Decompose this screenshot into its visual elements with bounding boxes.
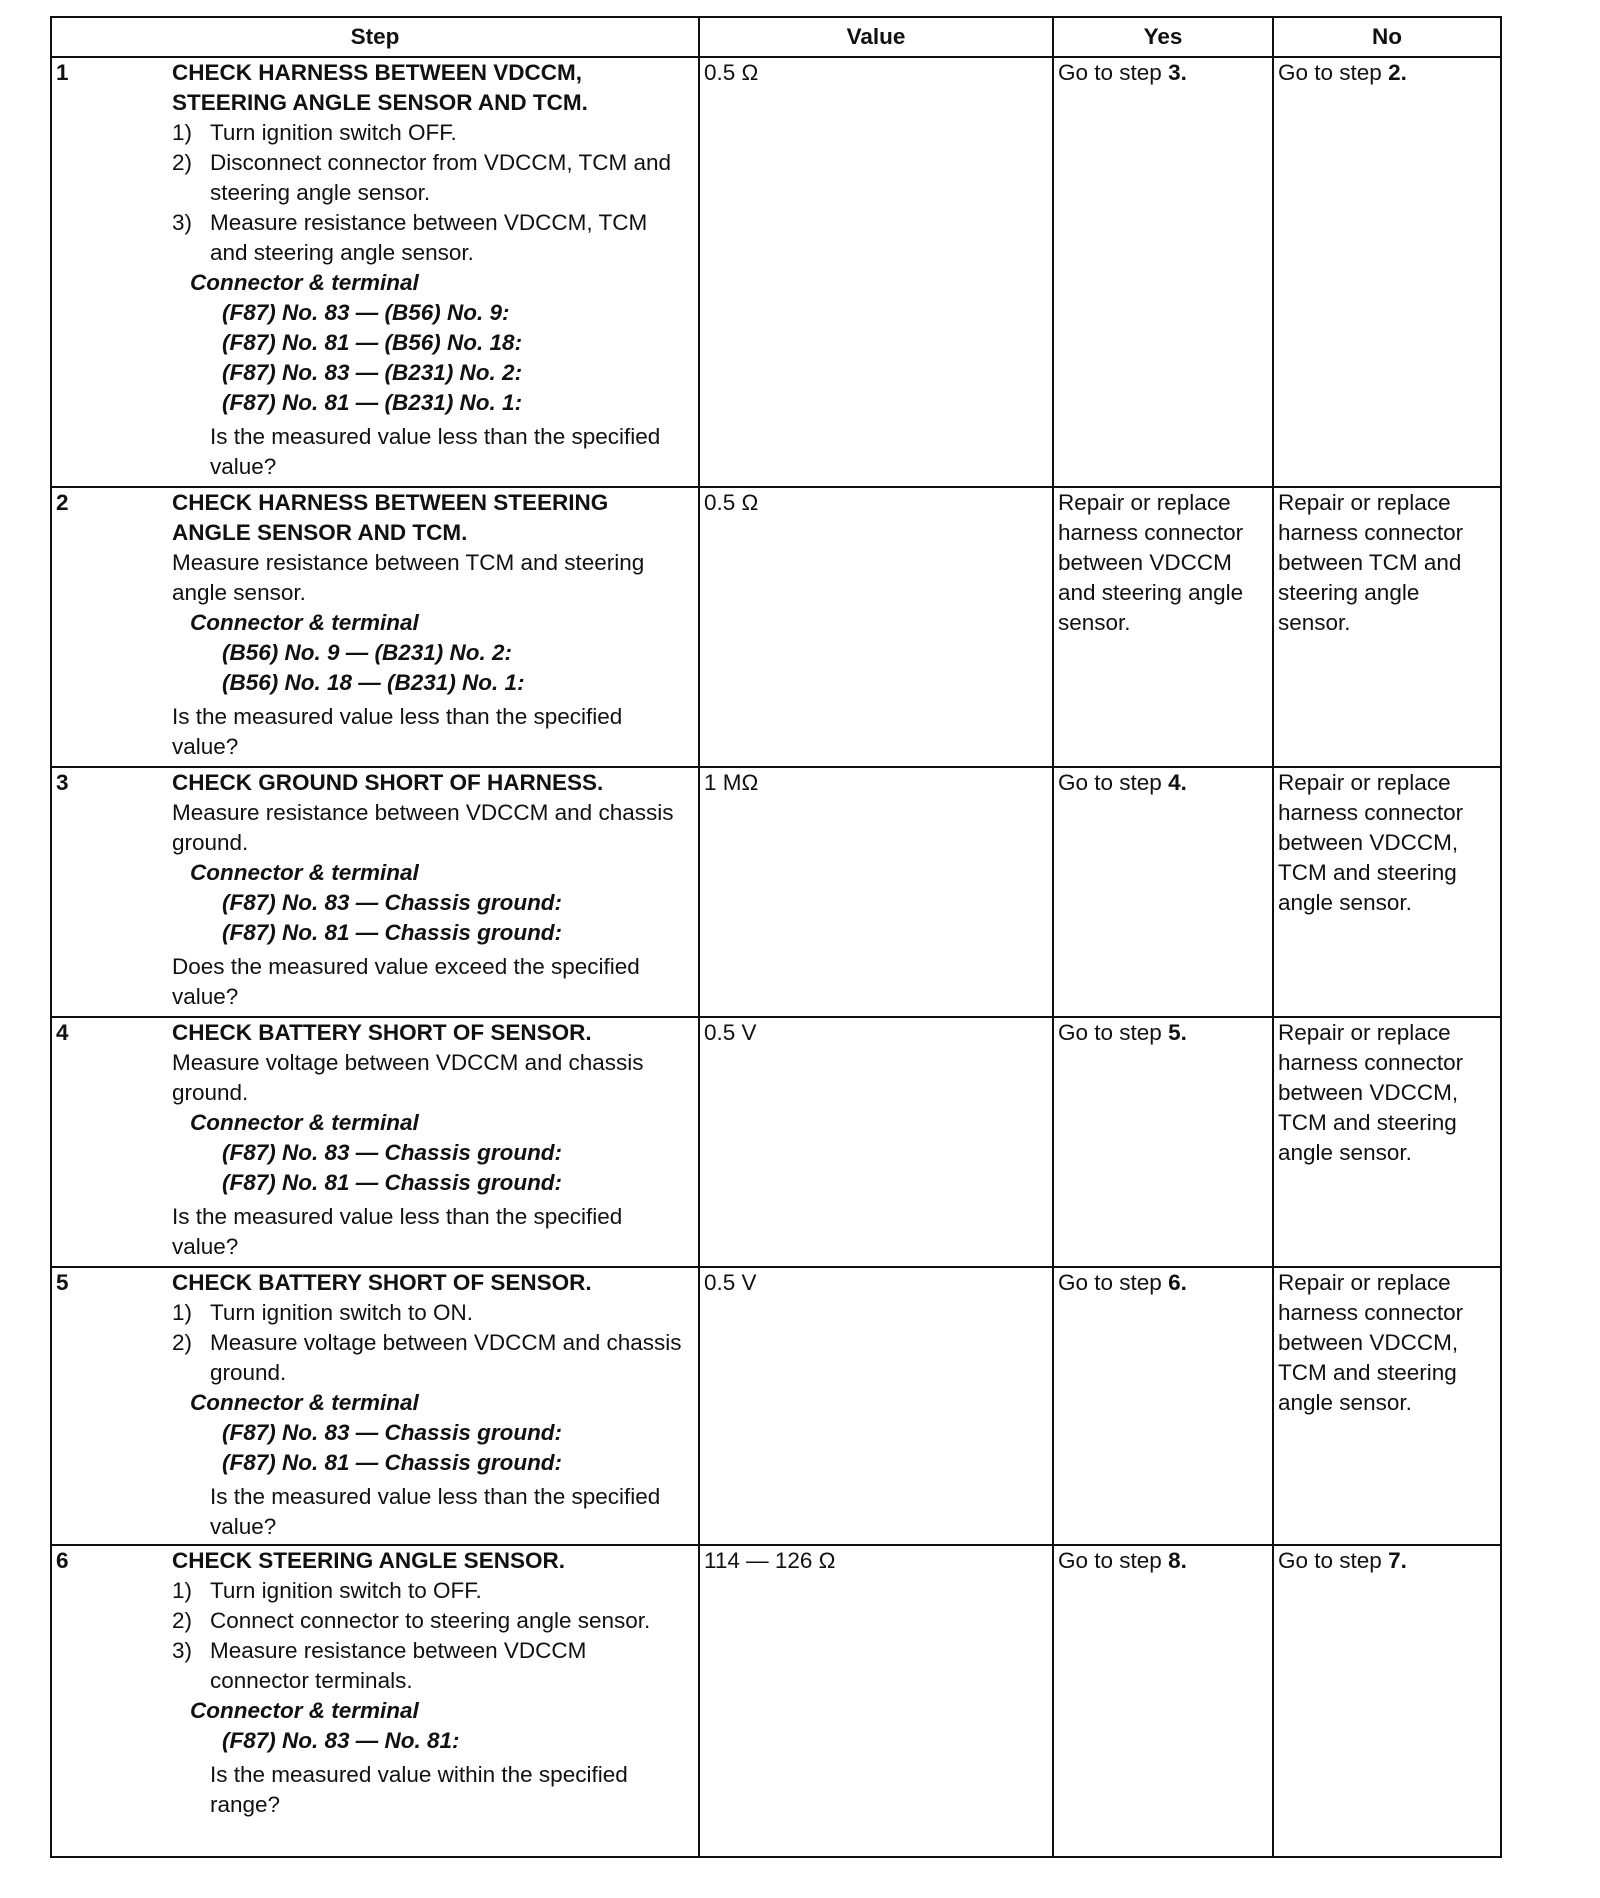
value-cell: 0.5 V [699, 1017, 1053, 1267]
yes-text: Go to step [1058, 60, 1169, 85]
instruction-item [172, 118, 688, 148]
table-row [51, 1267, 1501, 1545]
instruction-item [172, 208, 688, 268]
no-step-ref: 7. [1388, 1548, 1407, 1573]
connector-terminal-label: Connector & terminal [190, 860, 419, 885]
step-body [172, 488, 694, 762]
step-question: Is the measured value less than the specified value? [172, 704, 623, 759]
instruction-item [172, 148, 688, 208]
header-yes: Yes [1053, 17, 1273, 57]
no-cell [1273, 767, 1501, 1017]
yes-text: Go to step [1058, 1270, 1169, 1295]
instruction-item [172, 1328, 688, 1388]
step-title: CHECK BATTERY SHORT OF SENSOR. [172, 1270, 592, 1295]
terminal-spec: (B56) No. 18 — (B231) No. 1: [222, 670, 525, 695]
instruction-number: 1) [172, 120, 193, 145]
table-body [51, 57, 1501, 1857]
step-number: 3 [56, 770, 69, 795]
step-number: 4 [56, 1020, 69, 1045]
step-body [172, 1268, 694, 1542]
instruction-text: Connect connector to steering angle sensor. [210, 1608, 651, 1633]
no-cell [1273, 1267, 1501, 1545]
header-step: Step [51, 17, 699, 57]
yes-step-ref: 4. [1168, 770, 1187, 795]
step-question: Is the measured value less than the specified value? [210, 1484, 661, 1539]
step-title: CHECK HARNESS BETWEEN STEERING ANGLE SENSOR AND TCM. [172, 490, 609, 545]
step-body [172, 768, 694, 1012]
yes-cell [1053, 1545, 1273, 1857]
step-intro: Measure resistance between VDCCM and chassis ground. [172, 800, 674, 855]
step-question: Is the measured value less than the specified value? [172, 1204, 623, 1259]
yes-step-ref: 5. [1168, 1020, 1187, 1045]
terminal-spec: (F87) No. 83 — (B56) No. 9: [222, 300, 510, 325]
yes-cell [1053, 1017, 1273, 1267]
step-body [172, 1546, 694, 1820]
yes-text: Go to step [1058, 770, 1169, 795]
step-number: 2 [56, 490, 69, 515]
step-cell [51, 1017, 699, 1267]
header-row [51, 17, 1501, 57]
instruction-item [172, 1636, 688, 1696]
header-no: No [1273, 17, 1501, 57]
terminal-spec: (F87) No. 83 — Chassis ground: [222, 890, 563, 915]
step-intro: Measure voltage between VDCCM and chassis ground. [172, 1050, 644, 1105]
step-body [172, 1018, 694, 1262]
instruction-number: 1) [172, 1300, 193, 1325]
instruction-number: 3) [172, 1638, 193, 1663]
table-row [51, 767, 1501, 1017]
yes-step-ref: 8. [1168, 1548, 1187, 1573]
table-row [51, 1545, 1501, 1857]
terminal-spec: (F87) No. 83 — No. 81: [222, 1728, 460, 1753]
yes-cell [1053, 767, 1273, 1017]
instruction-item [172, 1606, 688, 1636]
connector-terminal-label: Connector & terminal [190, 270, 419, 295]
connector-terminal-label: Connector & terminal [190, 1110, 419, 1135]
connector-terminal-label: Connector & terminal [190, 1390, 419, 1415]
no-step-ref: 2. [1388, 60, 1407, 85]
instruction-text: Measure voltage between VDCCM and chassis ground. [210, 1330, 682, 1385]
terminal-spec: (F87) No. 83 — Chassis ground: [222, 1140, 563, 1165]
terminal-spec: (F87) No. 81 — (B56) No. 18: [222, 330, 523, 355]
instruction-text: Measure resistance between VDCCM connector terminals. [210, 1638, 587, 1693]
step-cell [51, 57, 699, 487]
step-title: CHECK BATTERY SHORT OF SENSOR. [172, 1020, 592, 1045]
terminal-spec: (F87) No. 81 — Chassis ground: [222, 920, 563, 945]
step-title: CHECK STEERING ANGLE SENSOR. [172, 1548, 565, 1573]
terminal-spec: (F87) No. 83 — (B231) No. 2: [222, 360, 523, 385]
no-cell [1273, 57, 1501, 487]
no-cell [1273, 1017, 1501, 1267]
yes-cell [1053, 1267, 1273, 1545]
value-cell: 0.5 Ω [699, 487, 1053, 767]
yes-text: Go to step [1058, 1548, 1169, 1573]
instruction-text: Turn ignition switch to OFF. [210, 1578, 482, 1603]
step-cell [51, 1267, 699, 1545]
no-text: Repair or replace harness connector between TCM and steering angle sensor. [1278, 490, 1464, 635]
table-row [51, 1017, 1501, 1267]
table-row [51, 487, 1501, 767]
connector-terminal-label: Connector & terminal [190, 610, 419, 635]
step-number: 6 [56, 1548, 69, 1573]
terminal-spec: (F87) No. 81 — Chassis ground: [222, 1450, 563, 1475]
yes-text: Repair or replace harness connector between VDCCM and steering angle sensor. [1058, 490, 1244, 635]
step-question: Is the measured value less than the specified value? [210, 424, 661, 479]
terminal-spec: (F87) No. 83 — Chassis ground: [222, 1420, 563, 1445]
instruction-item [172, 1298, 688, 1328]
instruction-text: Turn ignition switch OFF. [210, 120, 457, 145]
value-cell: 114 — 126 Ω [699, 1545, 1053, 1857]
step-question: Is the measured value within the specified range? [210, 1762, 628, 1817]
instruction-text: Measure resistance between VDCCM, TCM and steering angle sensor. [210, 210, 648, 265]
instruction-text: Turn ignition switch to ON. [210, 1300, 474, 1325]
no-cell [1273, 487, 1501, 767]
terminal-spec: (F87) No. 81 — (B231) No. 1: [222, 390, 523, 415]
instruction-number: 3) [172, 210, 193, 235]
no-text: Go to step [1278, 1548, 1389, 1573]
yes-step-ref: 6. [1168, 1270, 1187, 1295]
value-cell: 0.5 V [699, 1267, 1053, 1545]
yes-step-ref: 3. [1168, 60, 1187, 85]
instruction-number: 2) [172, 1330, 193, 1355]
no-text: Repair or replace harness connector between VDCCM, TCM and steering angle sensor. [1278, 1020, 1464, 1165]
instruction-item [172, 1576, 688, 1606]
value-cell: 1 MΩ [699, 767, 1053, 1017]
instruction-text: Disconnect connector from VDCCM, TCM and steering angle sensor. [210, 150, 671, 205]
table-row [51, 57, 1501, 487]
terminal-spec: (F87) No. 81 — Chassis ground: [222, 1170, 563, 1195]
yes-cell [1053, 57, 1273, 487]
step-number: 1 [56, 60, 69, 85]
yes-text: Go to step [1058, 1020, 1169, 1045]
step-intro: Measure resistance between TCM and steering angle sensor. [172, 550, 645, 605]
step-body [172, 58, 694, 482]
step-question: Does the measured value exceed the specified value? [172, 954, 640, 1009]
value-cell: 0.5 Ω [699, 57, 1053, 487]
no-text: Repair or replace harness connector between VDCCM, TCM and steering angle sensor. [1278, 770, 1464, 915]
no-text: Go to step [1278, 60, 1389, 85]
step-title: CHECK GROUND SHORT OF HARNESS. [172, 770, 604, 795]
diagnostic-sheet [50, 16, 1500, 1858]
instruction-number: 1) [172, 1578, 193, 1603]
step-cell [51, 1545, 699, 1857]
step-cell [51, 767, 699, 1017]
header-value: Value [699, 17, 1053, 57]
step-title: CHECK HARNESS BETWEEN VDCCM, STEERING ANGLE SENSOR AND TCM. [172, 60, 588, 115]
yes-cell [1053, 487, 1273, 767]
terminal-spec: (B56) No. 9 — (B231) No. 2: [222, 640, 513, 665]
instruction-number: 2) [172, 1608, 193, 1633]
no-text: Repair or replace harness connector between VDCCM, TCM and steering angle sensor. [1278, 1270, 1464, 1415]
step-number: 5 [56, 1270, 69, 1295]
no-cell [1273, 1545, 1501, 1857]
diagnostic-table [50, 16, 1502, 1858]
connector-terminal-label: Connector & terminal [190, 1698, 419, 1723]
step-cell [51, 487, 699, 767]
instruction-number: 2) [172, 150, 193, 175]
